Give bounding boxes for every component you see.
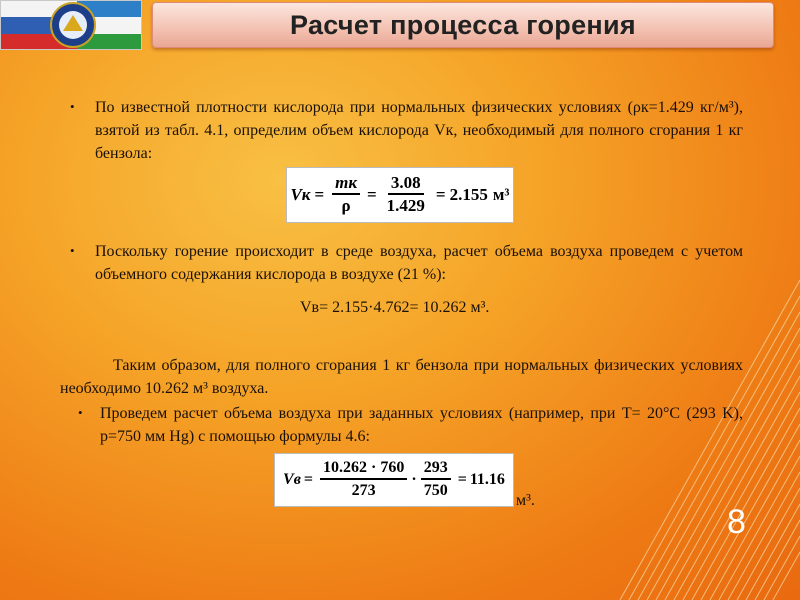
formula-lhs: Vв [283,471,301,488]
formula-result: 2.155 [449,185,488,204]
formula-air-volume-conditions: Vв = $\frac{10.262 \cdot 760}{273}$ · $\frac{293}{750}$ = 11.16 [274,453,514,507]
bullet-text: По известной плотности кислорода при нормальных физических условиях (ρк=1.429 кг/м³), взятой из табл. 4.1, определим объем кислорода Vк, необходимый для полного сгорания 1 кг бензола: [95,99,743,162]
bullet-marker: • [70,243,75,258]
fraction-mass-density: $\frac{mк}{\rho}$ [332,173,360,217]
fraction-values: $\frac{3.08}{1.429}$ [386,173,425,215]
formula-result: 11.16 [469,471,505,488]
bullet-marker: • [70,99,75,114]
formula-unit: м³. [516,492,535,509]
multiply-dot: · [411,471,417,488]
summary-paragraph: Таким образом, для полного сгорания 1 кг бензола при нормальных физических условиях необходимо 10.262 м³ воздуха. [60,357,743,397]
page-title: Расчет процесса горения [290,9,636,40]
bullet-text: Проведем расчет объема воздуха при заданных условиях (например, при T= 20°C (293 K), p=750 мм Hg) с помощью формулы 4.6: [100,405,743,445]
formula-lhs: Vк [290,185,311,204]
formula-unit: м³ [492,185,510,204]
fraction-temperature-pressure: $\frac{293}{750}$ [421,458,451,502]
bullet-text: Поскольку горение происходит в среде воздуха, расчет объема воздуха проведем с учетом объемного содержания кислорода в воздухе (21 %): [95,243,743,283]
bullet-marker: • [78,405,83,420]
title-bar [152,2,774,48]
page-number: 8 [727,503,746,541]
formula-oxygen-volume: Vк = $\frac{mк}{\rho}$ = $\frac{3.08}{1.429}$ = 2.155 м³ [286,167,514,223]
university-logo [0,0,142,50]
air-volume-line: Vв= 2.155·4.762= 10.262 м³. [300,299,490,316]
fraction-normal-correction: $\frac{10.262 \cdot 760}{273}$ [320,458,407,502]
